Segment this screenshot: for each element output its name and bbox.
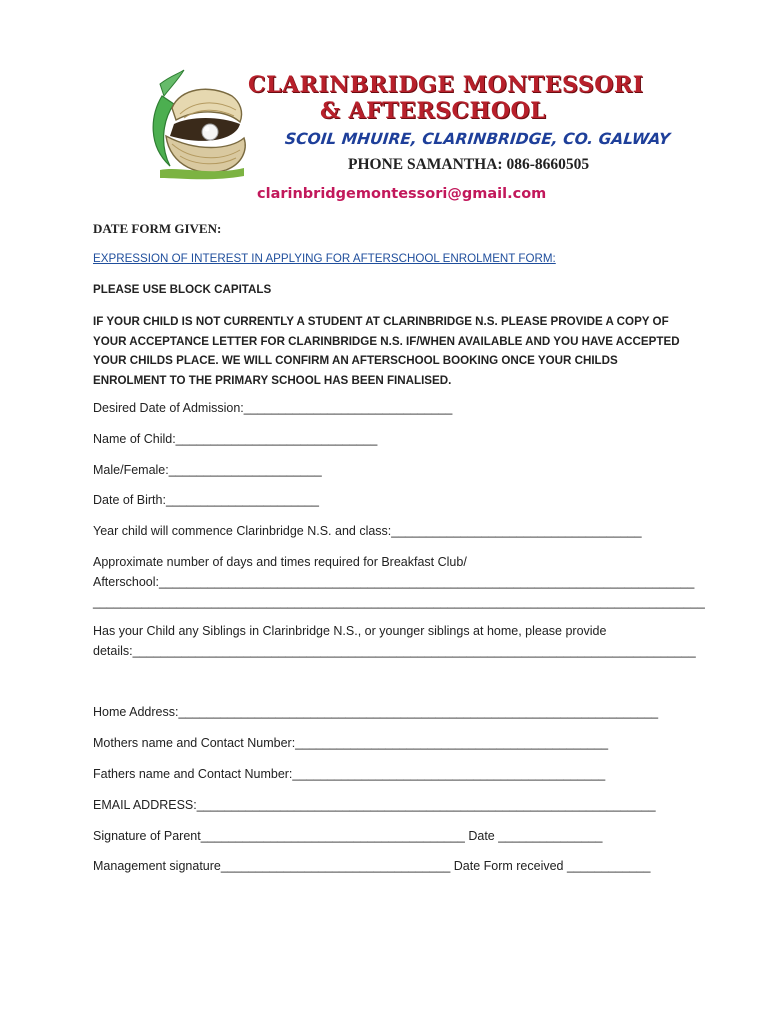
admission-date-field[interactable]: Desired Date of Admission:______________________________ <box>93 401 453 415</box>
enrolment-notice: IF YOUR CHILD IS NOT CURRENTLY A STUDENT AT CLARINBRIDGE N.S. PLEASE PROVIDE A COPY OF YOUR ACCEPTANCE LETTER FOR CLARINBRIDGE N.S. IF/WHEN AVAILABLE AND YOU HAVE ACCEPTED YOUR CHILDS PLACE. WE WILL CONFIRM AN AFTERSCHOOL BOOKING ONCE YOUR CHILDS ENROLMENT TO THE PRIMARY SCHOOL HAS BEEN FINALISED. <box>93 315 680 387</box>
school-address: SCOIL MHUIRE, CLARINBRIDGE, CO. GALWAY <box>284 130 671 148</box>
management-signature-field[interactable]: Management signature_________________________________ Date Form received ____________ <box>93 859 651 873</box>
block-capitals-note: PLEASE USE BLOCK CAPITALS <box>93 283 272 296</box>
date-form-given: DATE FORM GIVEN: <box>93 221 222 236</box>
parent-signature-field[interactable]: Signature of Parent______________________________________ Date _______________ <box>93 829 603 843</box>
sex-field[interactable]: Male/Female:______________________ <box>93 463 322 477</box>
siblings-field[interactable]: details:_________________________________________________________________________________ <box>93 644 696 658</box>
class-field[interactable]: Year child will commence Clarinbridge N.S. and class:____________________________________ <box>93 524 642 538</box>
father-contact-field[interactable]: Fathers name and Contact Number:_____________________________________________ <box>93 767 606 781</box>
siblings-label: Has your Child any Siblings in Clarinbridge N.S., or younger siblings at home, please provide <box>93 624 607 638</box>
email-address-field[interactable]: EMAIL ADDRESS:__________________________________________________________________ <box>93 798 656 812</box>
school-email: clarinbridgemontessori@gmail.com <box>257 186 547 202</box>
form-heading: EXPRESSION OF INTEREST IN APPLYING FOR AFTERSCHOOL ENROLMENT FORM: <box>93 252 556 265</box>
school-title-line1: CLARINBRIDGE MONTESSORI <box>248 72 644 98</box>
school-title-line2: & AFTERSCHOOL <box>320 98 547 124</box>
mother-contact-field[interactable]: Mothers name and Contact Number:_____________________________________________ <box>93 736 609 750</box>
child-name-field[interactable]: Name of Child:_____________________________ <box>93 432 378 446</box>
dob-field[interactable]: Date of Birth:______________________ <box>93 493 319 507</box>
days-times-field-extra[interactable]: ________________________________________________________________________________________ <box>93 595 705 609</box>
home-address-field[interactable]: Home Address:_____________________________________________________________________ <box>93 705 659 719</box>
days-times-field[interactable]: Afterschool:_____________________________________________________________________________ <box>93 575 695 589</box>
school-phone: PHONE SAMANTHA: 086-8660505 <box>348 156 590 173</box>
days-times-label: Approximate number of days and times required for Breakfast Club/ <box>93 555 467 569</box>
oyster-pearl-logo-icon <box>140 66 252 186</box>
